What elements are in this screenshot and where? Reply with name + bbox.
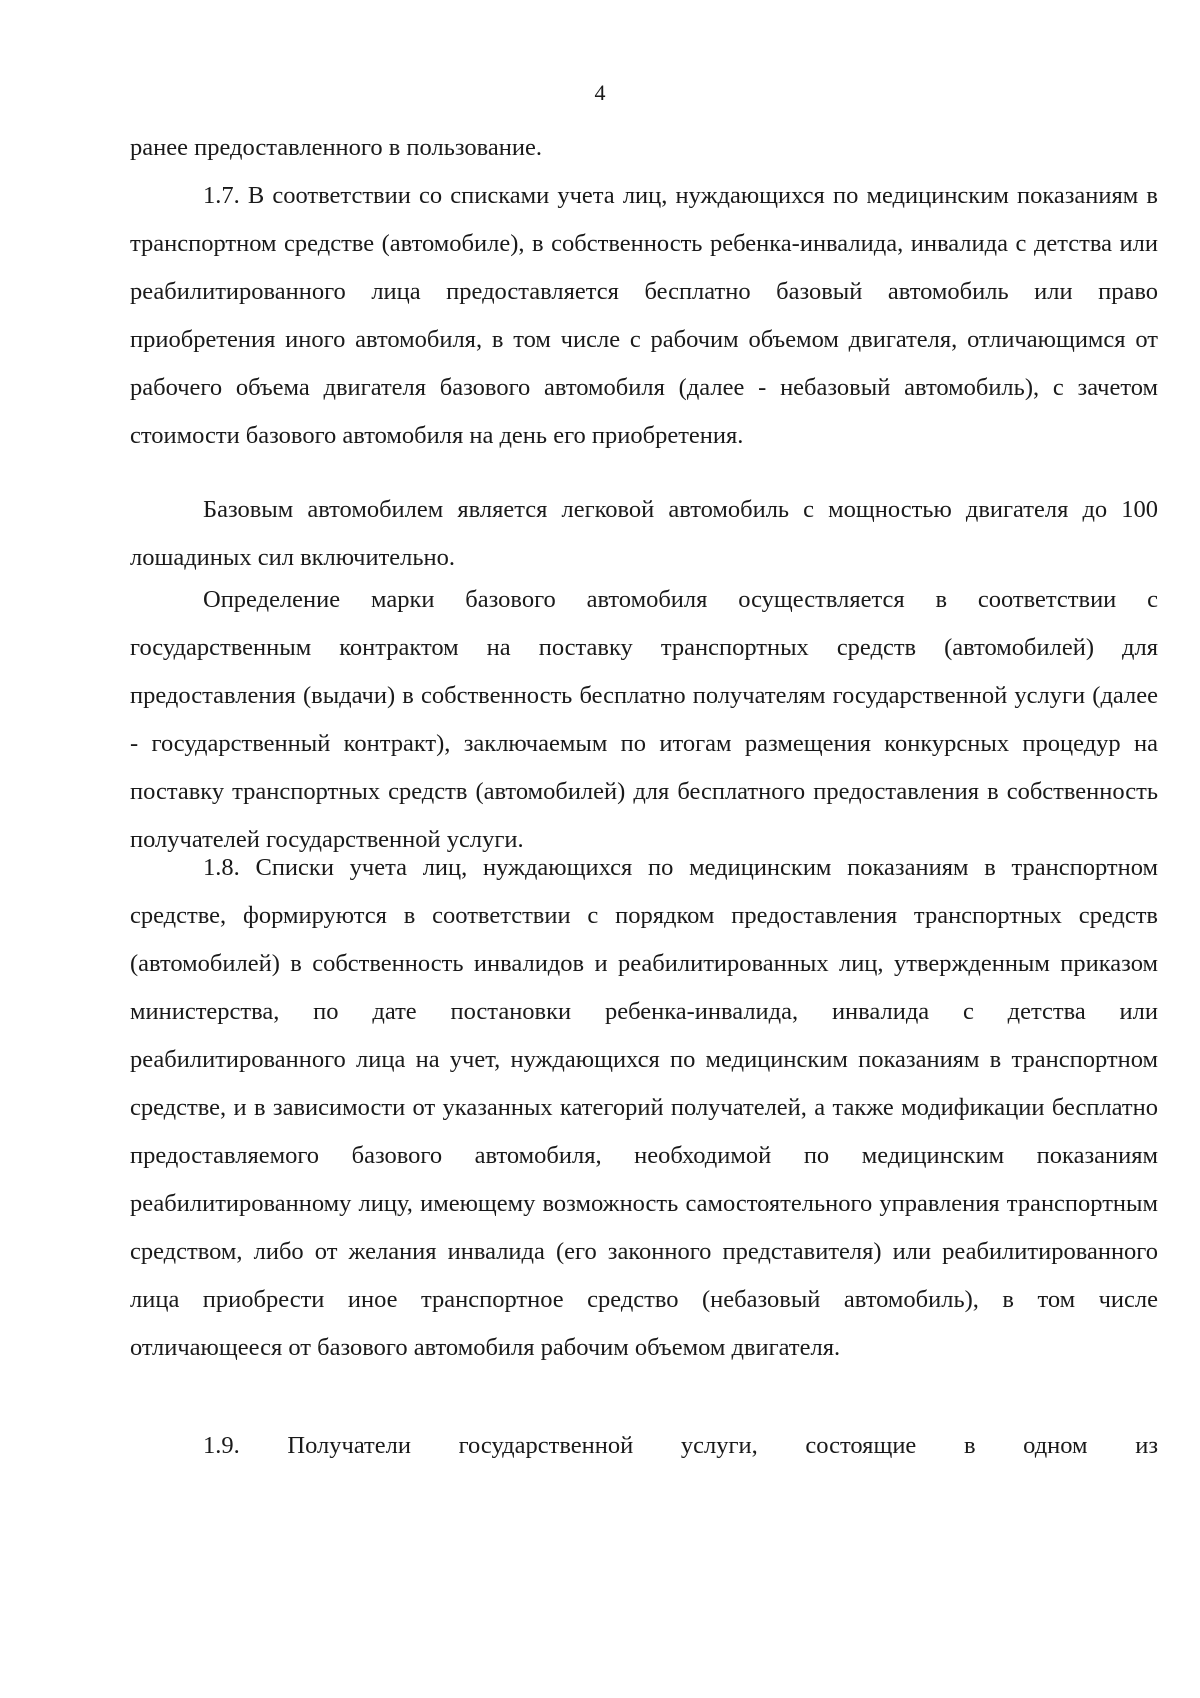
body-text-4 bbox=[130, 844, 1158, 1372]
paragraph-1-7: 1.7. В соответствии со списками учета лиц, нуждающихся по медицинским показаниям в транспортном средстве (автомобиле), в собственность ребенка-инвалида, инвалида с детства или реабилитированного лица предоставляется бесплатно базовый автомобиль или право приобретения иного автомобиля, в том числе с рабочим объемом двигателя, отличающимся от рабочего объема двигателя базового автомобиля (далее - небазовый автомобиль), с зачетом стоимости базового автомобиля на день его приобретения. bbox=[130, 182, 1158, 449]
body-text-3 bbox=[130, 576, 1158, 864]
paragraph-1-8: 1.8. Списки учета лиц, нуждающихся по медицинским показаниям в транспортном средстве, формируются в соответствии с порядком предоставления транспортных средств (автомобилей) в собственность инвалидов и реабилитированных лиц, утвержденным приказом министерства, по дате постановки ребенка-инвалида, инвалида с детства или реабилитированного лица на учет, нуждающихся по медицинским показаниям в транспортном средстве, и в зависимости от указанных категорий получателей, а также модификации бесплатно предоставляемого базового автомобиля, необходимой по медицинским показаниям реабилитированному лицу, имеющему возможность самостоятельного управления транспортным средством, либо от желания инвалида (его законного представителя) или реабилитированного лица приобрести иное транспортное средство (небазовый автомобиль), в том числе отличающееся от базового автомобиля рабочим объемом двигателя. bbox=[130, 854, 1158, 1361]
page-number: 4 bbox=[594, 80, 606, 105]
body-text bbox=[130, 124, 1158, 460]
paragraph-base-car-definition: Базовым автомобилем является легковой автомобиль с мощностью двигателя до 100 лошадиных сил включительно. bbox=[130, 496, 1158, 571]
paragraph-car-brand: Определение марки базового автомобиля осуществляется в соответствии с государственным контрактом на поставку транспортных средств (автомобилей) для предоставления (выдачи) в собственность бесплатно получателям государственной услуги (далее - государственный контракт), заключаемым по итогам размещения конкурсных процедур на поставку транспортных средств (автомобилей) для бесплатного предоставления в собственность получателей государственной услуги. bbox=[130, 586, 1158, 853]
paragraph-1-9: 1.9. Получатели государственной услуги, состоящие в одном из bbox=[203, 1432, 1158, 1459]
body-text-5 bbox=[130, 1422, 1158, 1470]
paragraph-continuation: ранее предоставленного в пользование. bbox=[130, 134, 542, 161]
body-text-2 bbox=[130, 486, 1158, 582]
